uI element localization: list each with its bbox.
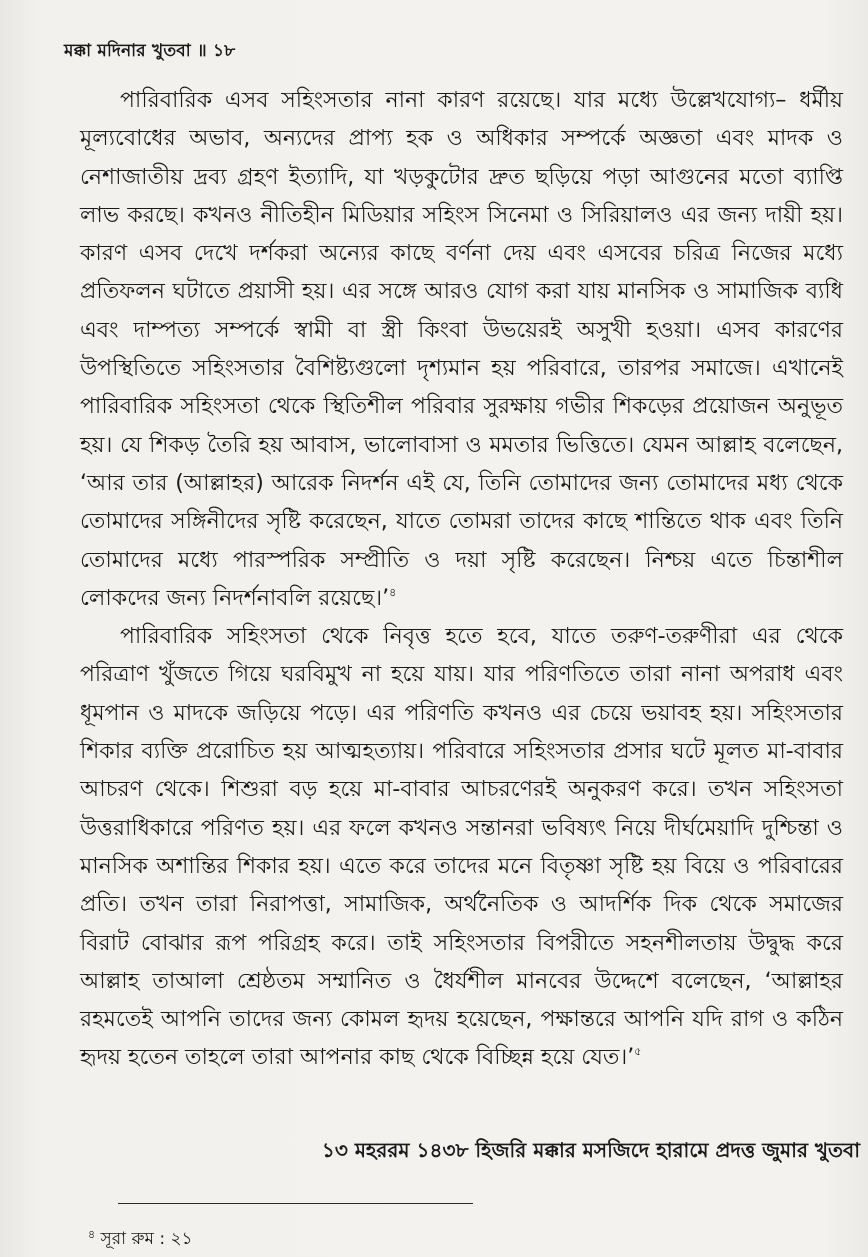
footnote-text: সূরা রুম : ২১ xyxy=(100,1229,193,1249)
footnote xyxy=(88,1226,193,1254)
paragraph-text: পারিবারিক সহিংসতা থেকে নিবৃত্ত হতে হবে, যাতে তরুণ-তরুণীরা এর থেকে পরিত্রাণ খুঁজতে গিয়ে ঘরবিমুখ না হয়ে যায়। যার পরিণতিতে তারা নানা অপরাধ এবং ধূমপান ও মাদকে জড়িয়ে পড়ে। এর পরিণতি কখনও এর চেয়ে ভয়াবহ হয়। সহিংসতার শিকার ব্যক্তি প্ররোচিত হয় আত্মহত্যায়। পরিবারে সহিংসতার প্রসার ঘটে মূলত মা-বাবার আচরণ থেকে। শিশুরা বড় হয়ে মা-বাবার আচরণেরই অনুকরণ করে। তখন সহিংসতা উত্তরাধিকারে পরিণত হয়। এর ফলে কখনও সন্তানরা ভবিষ্যৎ নিয়ে দীর্ঘমেয়াদি দুশ্চিন্তা ও মানসিক অশান্তির শিকার হয়। এতে করে তাদের মনে বিতৃষ্ণা সৃষ্টি হয় বিয়ে ও পরিবারের প্রতি। তখন তারা নিরাপত্তা, সামাজিক, অর্থনৈতিক ও আদর্শিক দিক থেকে সমাজের বিরাট বোঝার রূপ পরিগ্রহ করে। তাই সহিংসতার বিপরীতে সহনশীলতায় উদ্বুদ্ধ করে আল্লাহ তাআলা শ্রেষ্ঠতম সম্মানিত ও ধৈর্যশীল মানবের উদ্দেশে বলেছেন, ‘আল্লাহর রহমতেই আপনি তাদের জন্য কোমল হৃদয় হয়েছেন, পক্ষান্তরে আপনি যদি রাগ ও কঠিন হৃদয় হতেন তাহলে তারা আপনার কাছ থেকে বিচ্ছিন্ন হয়ে যেত।’ xyxy=(80,624,843,1071)
footnote-reference: ৫ xyxy=(634,1045,642,1059)
footnote-marker: ৪ xyxy=(88,1228,96,1241)
paragraph-1 xyxy=(80,82,843,618)
paragraph-2 xyxy=(80,618,843,1078)
footnote-reference: ৪ xyxy=(389,585,397,599)
footnote-divider xyxy=(118,1203,473,1204)
running-header: মক্কা মদিনার খুতবা ॥ ১৮ xyxy=(64,41,236,61)
body-text xyxy=(80,82,843,1078)
paragraph-text: পারিবারিক এসব সহিংসতার নানা কারণ রয়েছে। যার মধ্যে উল্লেখযোগ্য– ধর্মীয় মূল্যবোধের অভাব, অন্যদের প্রাপ্য হক ও অধিকার সম্পর্কে অজ্ঞতা এবং মাদক ও নেশাজাতীয় দ্রব্য গ্রহণ ইত্যাদি, যা খড়কুটোর দ্রুত ছড়িয়ে পড়া আগুনের মতো ব্যাপ্তি লাভ করছে। কখনও নীতিহীন মিডিয়ার সহিংস সিনেমা ও সিরিয়ালও এর জন্য দায়ী হয়। কারণ এসব দেখে দর্শকরা অন্যের কাছে বর্ণনা দেয় এবং এসবের চরিত্র নিজের মধ্যে প্রতিফলন ঘটাতে প্রয়াসী হয়। এর সঙ্গে আরও যোগ করা যায় মানসিক ও সামাজিক ব্যধি এবং দাম্পত্য সম্পর্কে স্বামী বা স্ত্রী কিংবা উভয়েরই অসুখী হওয়া। এসব কারণের উপস্থিতিতে সহিংসতার বৈশিষ্ট্যগুলো দৃশ্যমান হয় পরিবারে, তারপর সমাজে। এখানেই পারিবারিক সহিংসতা থেকে স্থিতিশীল পরিবার সুরক্ষায় গভীর শিকড়ের প্রয়োজন অনুভূত হয়। যে শিকড় তৈরি হয় আবাস, ভালোবাসা ও মমতার ভিত্তিতে। যেমন আল্লাহ বলেছেন, ‘আর তার (আল্লাহর) আরেক নিদর্শন এই যে, তিনি তোমাদের জন্য তোমাদের মধ্য থেকে তোমাদের সঙ্গিনীদের সৃষ্টি করেছেন, যাতে তোমরা তাদের কাছে শান্তিতে থাক এবং তিনি তোমাদের মধ্যে পারস্পরিক সম্প্রীতি ও দয়া সৃষ্টি করেছেন। নিশ্চয় এতে চিন্তাশীল লোকদের জন্য নিদর্শনাবলি রয়েছে।’ xyxy=(80,88,843,611)
sermon-attribution: ১৩ মহররম ১৪৩৮ হিজরি মক্কার মসজিদে হারামে প্রদত্ত জুমার খুতবা xyxy=(321,1138,860,1162)
